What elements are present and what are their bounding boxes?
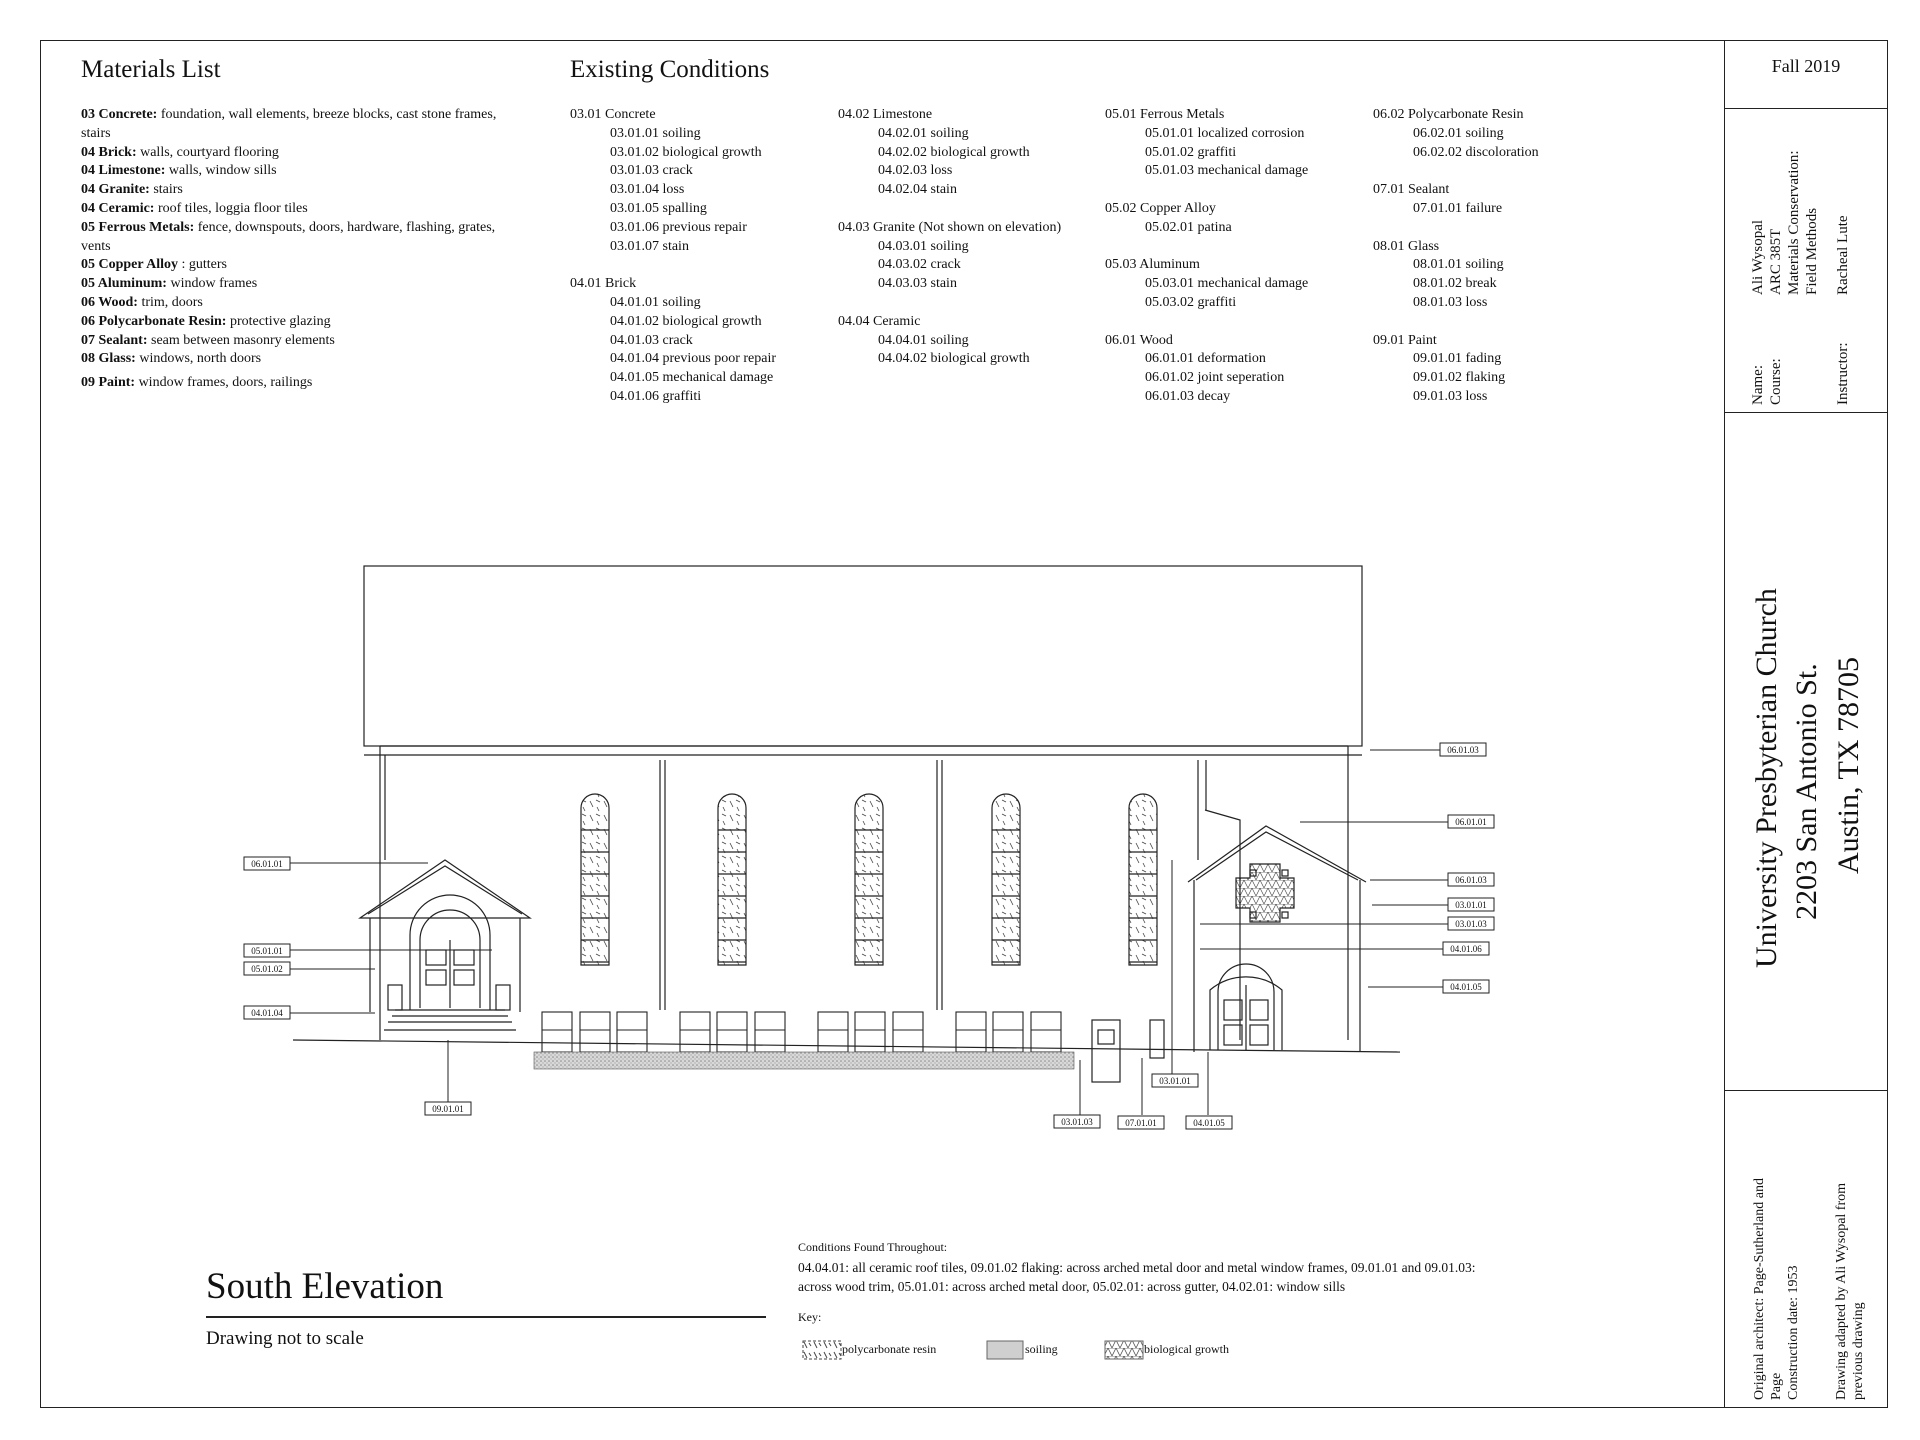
condition-heading: 05.02 Copper Alloy	[1105, 200, 1216, 216]
material-description: walls, courtyard flooring	[140, 144, 279, 160]
condition-item: 04.01.03 crack	[610, 332, 693, 348]
title-underline	[206, 1316, 766, 1318]
key-swatch-biological-growth	[1104, 1340, 1144, 1360]
course-line-3: Field Methods	[1804, 207, 1820, 295]
condition-heading: 05.03 Aluminum	[1105, 257, 1200, 273]
throughout-heading: Conditions Found Throughout:	[798, 1240, 948, 1254]
condition-item: 05.01.01 localized corrosion	[1145, 125, 1305, 141]
instructor-name: Racheal Lute	[1835, 215, 1851, 295]
condition-item: 03.01.07 stain	[610, 238, 689, 254]
callout-06-01-03-right: 06.01.03	[1455, 875, 1487, 885]
condition-item: 04.04.01 soiling	[878, 332, 969, 348]
arched-window	[992, 794, 1020, 965]
callout-03-01-01-bottom: 03.01.01	[1159, 1076, 1191, 1086]
callout-04-01-04: 04.01.04	[251, 1008, 283, 1018]
material-description: window frames, doors, railings	[138, 375, 313, 391]
callout-05-01-01: 05.01.01	[251, 946, 283, 956]
material-code: 03 Concrete:	[81, 107, 158, 122]
condition-heading: 07.01 Sealant	[1373, 182, 1450, 198]
adapted-line-2: previous drawing	[1851, 1302, 1866, 1400]
material-code: 04 Ceramic:	[81, 200, 155, 216]
callout-03-01-03-bottom: 03.01.03	[1061, 1117, 1093, 1127]
condition-item: 04.01.06 graffiti	[610, 388, 702, 404]
condition-item: 03.01.06 previous repair	[610, 219, 747, 235]
callout-05-01-02: 05.01.02	[251, 964, 283, 974]
arched-window	[855, 794, 883, 965]
lower-window	[717, 1012, 747, 1052]
name-label: Name:	[1750, 365, 1766, 405]
condition-item: 04.03.02 crack	[878, 257, 961, 273]
material-description: : gutters	[181, 257, 227, 273]
lower-window	[993, 1012, 1023, 1052]
material-description: fence, downspouts, doors, hardware, flashing, grates, vents	[81, 219, 496, 254]
conditions-title: Existing Conditions	[570, 56, 770, 83]
material-description: trim, doors	[141, 294, 203, 310]
condition-heading: 04.03 Granite (Not shown on elevation)	[838, 219, 1062, 235]
material-code: 04 Limestone:	[81, 163, 166, 179]
key-swatch-polycarbonate	[802, 1340, 842, 1360]
semester: Fall 2019	[1771, 56, 1841, 76]
key-swatch-soiling	[986, 1340, 1024, 1360]
callout-09-01-01: 09.01.01	[432, 1104, 464, 1114]
course-line-1: ARC 385T	[1768, 228, 1784, 295]
construction-date: Construction date: 1953	[1786, 1265, 1801, 1400]
drawing-title: South Elevation	[206, 1266, 444, 1307]
key-label: Key:	[798, 1310, 822, 1324]
condition-item: 03.01.04 loss	[610, 182, 685, 198]
condition-item: 05.01.02 graffiti	[1145, 144, 1237, 160]
condition-item: 03.01.01 soiling	[610, 125, 701, 141]
material-description: stairs	[153, 182, 183, 198]
architect-line-2: Page	[1769, 1372, 1784, 1400]
arched-window	[581, 794, 609, 965]
material-description: foundation, wall elements, breeze blocks, cast stone frames, stairs	[81, 107, 497, 141]
condition-item: 05.03.01 mechanical damage	[1145, 276, 1309, 292]
lower-window	[680, 1012, 710, 1052]
material-code: 04 Brick:	[81, 144, 137, 160]
project-name: University Presbyterian Church	[1750, 588, 1783, 968]
lower-window	[580, 1012, 610, 1052]
condition-item: 05.02.01 patina	[1145, 219, 1232, 235]
material-code: 04 Granite:	[81, 182, 150, 198]
architect-line-1: Original architect: Page-Sutherland and	[1752, 1178, 1767, 1400]
condition-item: 04.04.02 biological growth	[878, 351, 1030, 367]
condition-item: 06.02.02 discoloration	[1413, 144, 1539, 160]
condition-item: 04.02.04 stain	[878, 182, 957, 198]
lower-window	[542, 1012, 572, 1052]
condition-item: 09.01.01 fading	[1413, 351, 1502, 367]
condition-item: 04.01.02 biological growth	[610, 313, 762, 329]
material-description: windows, north doors	[139, 351, 262, 367]
callout-06-01-03-top: 06.01.03	[1447, 745, 1479, 755]
material-description: roof tiles, loggia floor tiles	[157, 200, 308, 216]
student-name: Ali Wysopal	[1750, 219, 1766, 295]
condition-item: 08.01.01 soiling	[1413, 257, 1504, 273]
condition-item: 09.01.03 loss	[1413, 388, 1488, 404]
condition-item: 05.01.03 mechanical damage	[1145, 163, 1309, 179]
material-code: 09 Paint:	[81, 375, 136, 391]
material-code: 06 Polycarbonate Resin:	[81, 313, 227, 329]
drawing-subtitle: Drawing not to scale	[206, 1328, 364, 1349]
materials-title: Materials List	[81, 56, 221, 83]
material-description: walls, window sills	[168, 163, 277, 179]
material-description: protective glazing	[229, 313, 331, 329]
callout-03-01-03-right: 03.01.03	[1455, 919, 1487, 929]
condition-item: 04.02.03 loss	[878, 163, 953, 179]
material-description: seam between masonry elements	[151, 332, 335, 348]
callout-06-01-01-left: 06.01.01	[251, 859, 283, 869]
arched-window	[718, 794, 746, 965]
callout-04-01-05-right: 04.01.05	[1450, 982, 1482, 992]
material-code: 06 Wood:	[81, 294, 138, 310]
arched-window	[1129, 794, 1157, 965]
material-code: 05 Ferrous Metals:	[81, 219, 195, 235]
material-code: 07 Sealant:	[81, 332, 148, 348]
project-address-street: 2203 San Antonio St.	[1790, 663, 1823, 920]
project-address-city: Austin, TX 78705	[1832, 657, 1865, 874]
lower-window	[1031, 1012, 1061, 1052]
condition-heading: 03.01 Concrete	[570, 107, 656, 122]
course-label: Course:	[1768, 358, 1784, 405]
callout-03-01-01-right: 03.01.01	[1455, 900, 1487, 910]
condition-heading: 09.01 Paint	[1373, 332, 1437, 348]
lower-window	[617, 1012, 647, 1052]
lower-window	[956, 1012, 986, 1052]
condition-heading: 04.04 Ceramic	[838, 313, 921, 329]
condition-item: 03.01.05 spalling	[610, 200, 707, 216]
condition-heading: 04.02 Limestone	[838, 107, 933, 122]
condition-item: 04.02.02 biological growth	[878, 144, 1030, 160]
throughout-text	[798, 1258, 1475, 1296]
adapted-line-1: Drawing adapted by Ali Wysopal from	[1834, 1182, 1849, 1400]
condition-item: 04.03.03 stain	[878, 276, 957, 292]
condition-item: 06.02.01 soiling	[1413, 125, 1504, 141]
callout-06-01-01-right: 06.01.01	[1455, 817, 1487, 827]
condition-item: 09.01.02 flaking	[1413, 370, 1506, 386]
condition-item: 08.01.02 break	[1413, 276, 1497, 292]
condition-heading: 04.01 Brick	[570, 276, 637, 292]
material-code: 08 Glass:	[81, 351, 136, 367]
callout-04-01-05-bottom: 04.01.05	[1193, 1118, 1225, 1128]
condition-item: 04.03.01 soiling	[878, 238, 969, 254]
condition-item: 04.01.01 soiling	[610, 294, 701, 310]
condition-item: 06.01.01 deformation	[1145, 351, 1266, 367]
instructor-label: Instructor:	[1835, 342, 1851, 405]
condition-item: 08.01.03 loss	[1413, 294, 1488, 310]
throughout-line-2: across wood trim, 05.01.01: across arched metal door, 05.02.01: across gutter, 04.02.01: window sills	[798, 1279, 1346, 1294]
callout-07-01-01: 07.01.01	[1125, 1118, 1157, 1128]
throughout-line-1: 04.04.01: all ceramic roof tiles, 09.01.02 flaking: across arched metal door and metal window frames, 09.01.01 and 09.01.03:	[798, 1260, 1476, 1275]
condition-item: 04.01.04 previous poor repair	[610, 351, 777, 367]
condition-item: 03.01.02 biological growth	[610, 144, 762, 160]
condition-heading: 06.01 Wood	[1105, 332, 1173, 348]
condition-item: 03.01.03 crack	[610, 163, 693, 179]
material-description: window frames	[170, 276, 258, 292]
key-soiling-label: soiling	[1025, 1342, 1058, 1356]
condition-heading: 06.02 Polycarbonate Resin	[1373, 107, 1524, 122]
key-biological-growth-label: biological growth	[1144, 1342, 1229, 1356]
condition-item: 05.03.02 graffiti	[1145, 294, 1237, 310]
condition-heading: 08.01 Glass	[1373, 238, 1440, 254]
callout-04-01-06: 04.01.06	[1450, 944, 1482, 954]
condition-item: 04.02.01 soiling	[878, 125, 969, 141]
material-code: 05 Aluminum:	[81, 276, 167, 292]
condition-item: 06.01.02 joint seperation	[1145, 370, 1285, 386]
material-code: 05 Copper Alloy	[81, 257, 178, 273]
condition-item: 04.01.05 mechanical damage	[610, 370, 774, 386]
condition-item: 06.01.03 decay	[1145, 388, 1231, 404]
condition-heading: 05.01 Ferrous Metals	[1105, 107, 1225, 122]
key-polycarbonate-label: polycarbonate resin	[842, 1342, 937, 1356]
condition-item: 07.01.01 failure	[1413, 200, 1503, 216]
course-line-2: Materials Conservation:	[1786, 150, 1802, 295]
lower-window	[755, 1012, 785, 1052]
